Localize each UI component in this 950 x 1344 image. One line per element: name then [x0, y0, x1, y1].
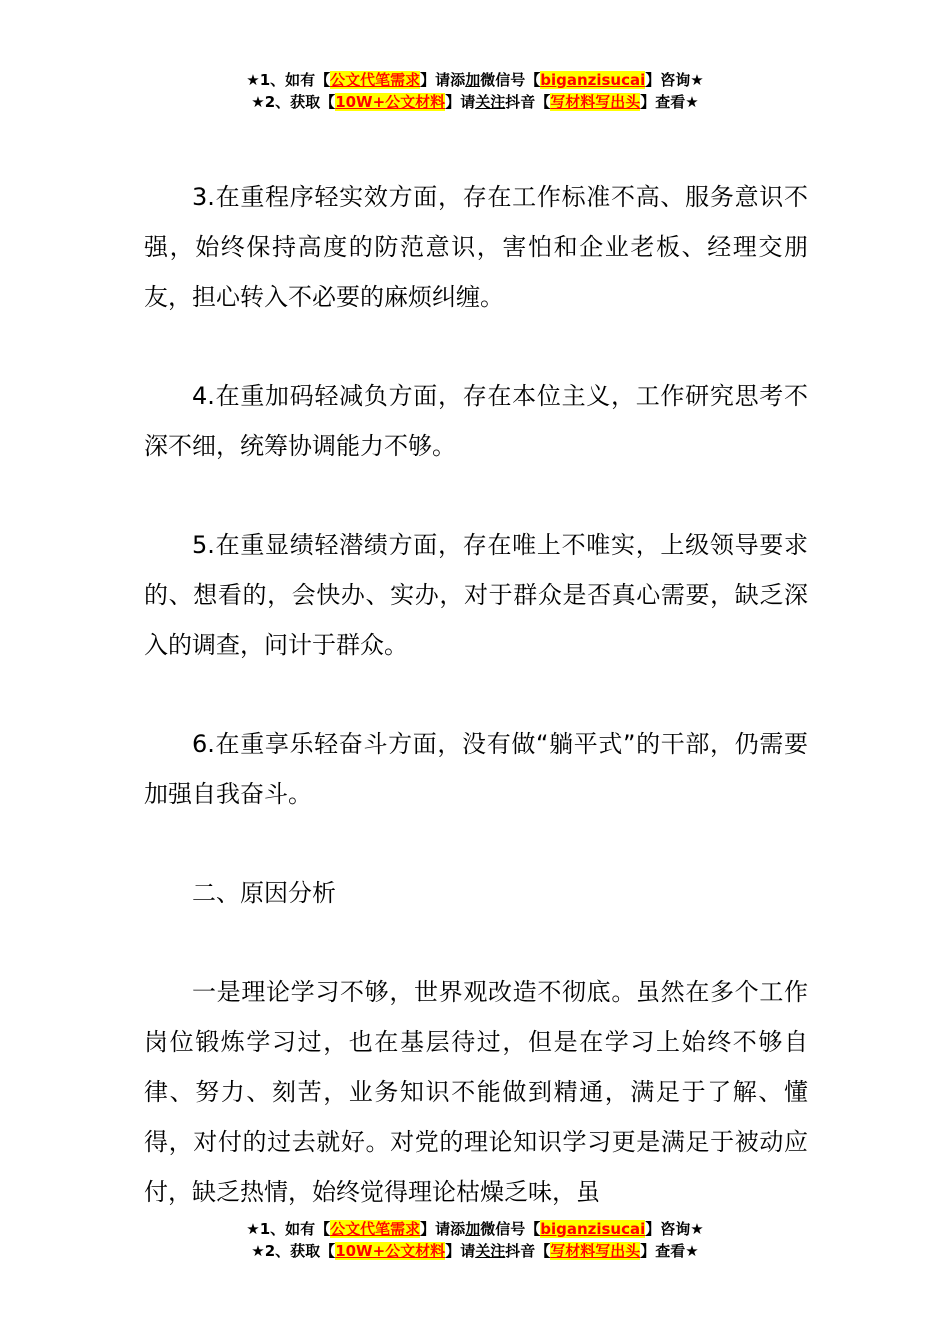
banner-highlight: 公文代笔需求	[330, 1220, 421, 1238]
banner-highlight: biganzisucai	[540, 71, 646, 89]
banner-text: ★2、获取【	[251, 93, 336, 111]
banner-underline: 关注	[475, 93, 506, 111]
banner-text: 】查看★	[640, 93, 699, 111]
banner-highlight: 写材料写出头	[550, 93, 641, 111]
banner-text: ★1、如有【	[246, 1220, 331, 1238]
document-body	[144, 172, 808, 1217]
banner-line-2	[0, 1240, 950, 1262]
banner-underline: 加	[465, 71, 481, 89]
banner-text: 抖音【	[505, 1242, 551, 1260]
banner-highlight: 10W+公文材料	[335, 1242, 446, 1260]
banner-text: ★1、如有【	[246, 71, 331, 89]
banner-highlight: biganzisucai	[540, 1220, 646, 1238]
section-heading: 二、原因分析	[192, 879, 336, 907]
paragraph-4: 4.在重加码轻减负方面，存在本位主义，工作研究思考不深不细，统筹协调能力不够。	[144, 382, 808, 460]
banner-line-1	[0, 69, 950, 91]
footer-banner	[0, 1218, 950, 1262]
banner-line-2	[0, 91, 950, 113]
banner-text: 】请添	[420, 71, 466, 89]
banner-text: 】请	[445, 93, 476, 111]
banner-underline: 关注	[475, 1242, 506, 1260]
banner-text: 微信号【	[480, 1220, 541, 1238]
banner-underline: 加	[465, 1220, 481, 1238]
banner-text: 微信号【	[480, 71, 541, 89]
banner-highlight: 写材料写出头	[550, 1242, 641, 1260]
banner-text: 】咨询★	[645, 71, 704, 89]
banner-highlight: 10W+公文材料	[335, 93, 446, 111]
header-banner	[0, 69, 950, 113]
paragraph-5: 5.在重显绩轻潜绩方面，存在唯上不唯实，上级领导要求的、想看的，会快办、实办，对于群众是否真心需要，缺乏深入的调查，问计于群众。	[144, 531, 808, 659]
banner-text: 抖音【	[505, 93, 551, 111]
paragraph-cause-1: 一是理论学习不够，世界观改造不彻底。虽然在多个工作岗位锻炼学习过，也在基层待过，但是在学习上始终不够自律、努力、刻苦，业务知识不能做到精通，满足于了解、懂得，对付的过去就好。对党的理论知识学习更是满足于被动应付，缺乏热情，始终觉得理论枯燥乏味，虽	[144, 978, 808, 1206]
paragraph-3: 3.在重程序轻实效方面，存在工作标准不高、服务意识不强，始终保持高度的防范意识，害怕和企业老板、经理交朋友，担心转入不必要的麻烦纠缠。	[144, 183, 808, 311]
paragraph-6: 6.在重享乐轻奋斗方面，没有做“躺平式”的干部，仍需要加强自我奋斗。	[144, 730, 808, 808]
banner-text: 】咨询★	[645, 1220, 704, 1238]
banner-text: 】请添	[420, 1220, 466, 1238]
banner-text: 】请	[445, 1242, 476, 1260]
banner-text: 】查看★	[640, 1242, 699, 1260]
banner-highlight: 公文代笔需求	[330, 71, 421, 89]
banner-line-1	[0, 1218, 950, 1240]
banner-text: ★2、获取【	[251, 1242, 336, 1260]
